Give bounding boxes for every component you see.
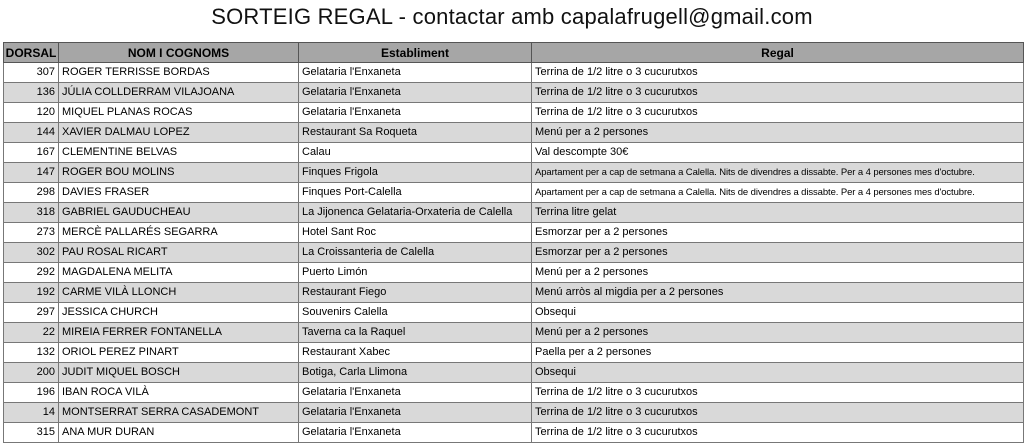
cell-nom: ANA MUR DURAN xyxy=(59,423,299,443)
cell-regal: Apartament per a cap de setmana a Calella. Nits de divendres a dissabte. Per a 4 persones mes d'octubre. xyxy=(532,163,1024,183)
table-row xyxy=(4,223,1024,243)
cell-establiment: Restaurant Sa Roqueta xyxy=(299,123,532,143)
cell-regal: Esmorzar per a 2 persones xyxy=(532,223,1024,243)
table-row xyxy=(4,83,1024,103)
cell-dorsal: 273 xyxy=(4,223,59,243)
table-row xyxy=(4,423,1024,443)
cell-establiment: Restaurant Xabec xyxy=(299,343,532,363)
cell-dorsal: 132 xyxy=(4,343,59,363)
cell-regal: Terrina de 1/2 litre o 3 cucurutxos xyxy=(532,423,1024,443)
cell-dorsal: 120 xyxy=(4,103,59,123)
table-row xyxy=(4,123,1024,143)
table-row xyxy=(4,323,1024,343)
cell-nom: JÚLIA COLLDERRAM VILAJOANA xyxy=(59,83,299,103)
cell-establiment: Calau xyxy=(299,143,532,163)
cell-establiment: La Croissanteria de Calella xyxy=(299,243,532,263)
cell-regal: Val descompte 30€ xyxy=(532,143,1024,163)
cell-dorsal: 136 xyxy=(4,83,59,103)
table-row xyxy=(4,403,1024,423)
table-row xyxy=(4,63,1024,83)
cell-nom: XAVIER DALMAU LOPEZ xyxy=(59,123,299,143)
table-row xyxy=(4,283,1024,303)
cell-establiment: Finques Port-Calella xyxy=(299,183,532,203)
table-row xyxy=(4,183,1024,203)
cell-regal: Terrina de 1/2 litre o 3 cucurutxos xyxy=(532,83,1024,103)
cell-regal: Apartament per a cap de setmana a Calella. Nits de divendres a dissabte. Per a 4 persones mes d'octubre. xyxy=(532,183,1024,203)
cell-nom: JESSICA CHURCH xyxy=(59,303,299,323)
cell-establiment: Gelataria l'Enxaneta xyxy=(299,423,532,443)
sheet-title: SORTEIG REGAL - contactar amb capalafrugell@gmail.com xyxy=(211,4,813,29)
table-row xyxy=(4,243,1024,263)
cell-regal: Terrina litre gelat xyxy=(532,203,1024,223)
cell-regal: Menú per a 2 persones xyxy=(532,323,1024,343)
cell-establiment: Restaurant Fiego xyxy=(299,283,532,303)
cell-nom: ORIOL PEREZ PINART xyxy=(59,343,299,363)
cell-dorsal: 14 xyxy=(4,403,59,423)
cell-dorsal: 302 xyxy=(4,243,59,263)
header-nom: NOM I COGNOMS xyxy=(59,43,299,63)
cell-dorsal: 200 xyxy=(4,363,59,383)
cell-nom: JUDIT MIQUEL BOSCH xyxy=(59,363,299,383)
cell-dorsal: 307 xyxy=(4,63,59,83)
table-row xyxy=(4,263,1024,283)
cell-regal: Esmorzar per a 2 persones xyxy=(532,243,1024,263)
header-regal: Regal xyxy=(532,43,1024,63)
cell-dorsal: 292 xyxy=(4,263,59,283)
cell-nom: ROGER BOU MOLINS xyxy=(59,163,299,183)
cell-establiment: Botiga, Carla Llimona xyxy=(299,363,532,383)
cell-establiment: Puerto Limón xyxy=(299,263,532,283)
table-row xyxy=(4,103,1024,123)
cell-regal: Terrina de 1/2 litre o 3 cucurutxos xyxy=(532,63,1024,83)
cell-nom: MERCÈ PALLARÉS SEGARRA xyxy=(59,223,299,243)
cell-dorsal: 167 xyxy=(4,143,59,163)
cell-establiment: Finques Frigola xyxy=(299,163,532,183)
table-row xyxy=(4,363,1024,383)
table-row xyxy=(4,383,1024,403)
table-row xyxy=(4,163,1024,183)
header-row xyxy=(4,43,1024,63)
prize-table xyxy=(3,42,1024,443)
cell-nom: MONTSERRAT SERRA CASADEMONT xyxy=(59,403,299,423)
cell-establiment: Gelataria l'Enxaneta xyxy=(299,63,532,83)
cell-regal: Menú per a 2 persones xyxy=(532,123,1024,143)
cell-dorsal: 318 xyxy=(4,203,59,223)
cell-dorsal: 297 xyxy=(4,303,59,323)
cell-regal: Paella per a 2 persones xyxy=(532,343,1024,363)
cell-establiment: Hotel Sant Roc xyxy=(299,223,532,243)
cell-establiment: Taverna ca la Raquel xyxy=(299,323,532,343)
cell-dorsal: 192 xyxy=(4,283,59,303)
cell-establiment: Gelataria l'Enxaneta xyxy=(299,383,532,403)
cell-nom: CLEMENTINE BELVAS xyxy=(59,143,299,163)
cell-establiment: Gelataria l'Enxaneta xyxy=(299,103,532,123)
cell-nom: MAGDALENA MELITA xyxy=(59,263,299,283)
cell-nom: GABRIEL GAUDUCHEAU xyxy=(59,203,299,223)
cell-nom: PAU ROSAL RICART xyxy=(59,243,299,263)
table-row xyxy=(4,303,1024,323)
cell-dorsal: 22 xyxy=(4,323,59,343)
table-row xyxy=(4,203,1024,223)
table-row xyxy=(4,143,1024,163)
cell-regal: Obsequi xyxy=(532,303,1024,323)
cell-regal: Terrina de 1/2 litre o 3 cucurutxos xyxy=(532,403,1024,423)
table-row xyxy=(4,343,1024,363)
cell-establiment: Gelataria l'Enxaneta xyxy=(299,83,532,103)
header-dorsal: DORSAL xyxy=(4,43,59,63)
header-establiment: Establiment xyxy=(299,43,532,63)
cell-nom: DAVIES FRASER xyxy=(59,183,299,203)
cell-dorsal: 147 xyxy=(4,163,59,183)
cell-regal: Menú arròs al migdia per a 2 persones xyxy=(532,283,1024,303)
cell-establiment: Souvenirs Calella xyxy=(299,303,532,323)
cell-establiment: La Jijonenca Gelataria-Orxateria de Calella xyxy=(299,203,532,223)
cell-nom: MIREIA FERRER FONTANELLA xyxy=(59,323,299,343)
cell-dorsal: 315 xyxy=(4,423,59,443)
cell-regal: Terrina de 1/2 litre o 3 cucurutxos xyxy=(532,383,1024,403)
cell-nom: ROGER TERRISSE BORDAS xyxy=(59,63,299,83)
cell-dorsal: 196 xyxy=(4,383,59,403)
cell-regal: Menú per a 2 persones xyxy=(532,263,1024,283)
cell-nom: MIQUEL PLANAS ROCAS xyxy=(59,103,299,123)
cell-nom: IBAN ROCA VILÀ xyxy=(59,383,299,403)
cell-regal: Terrina de 1/2 litre o 3 cucurutxos xyxy=(532,103,1024,123)
cell-regal: Obsequi xyxy=(532,363,1024,383)
cell-nom: CARME VILÀ LLONCH xyxy=(59,283,299,303)
cell-dorsal: 144 xyxy=(4,123,59,143)
cell-dorsal: 298 xyxy=(4,183,59,203)
cell-establiment: Gelataria l'Enxaneta xyxy=(299,403,532,423)
